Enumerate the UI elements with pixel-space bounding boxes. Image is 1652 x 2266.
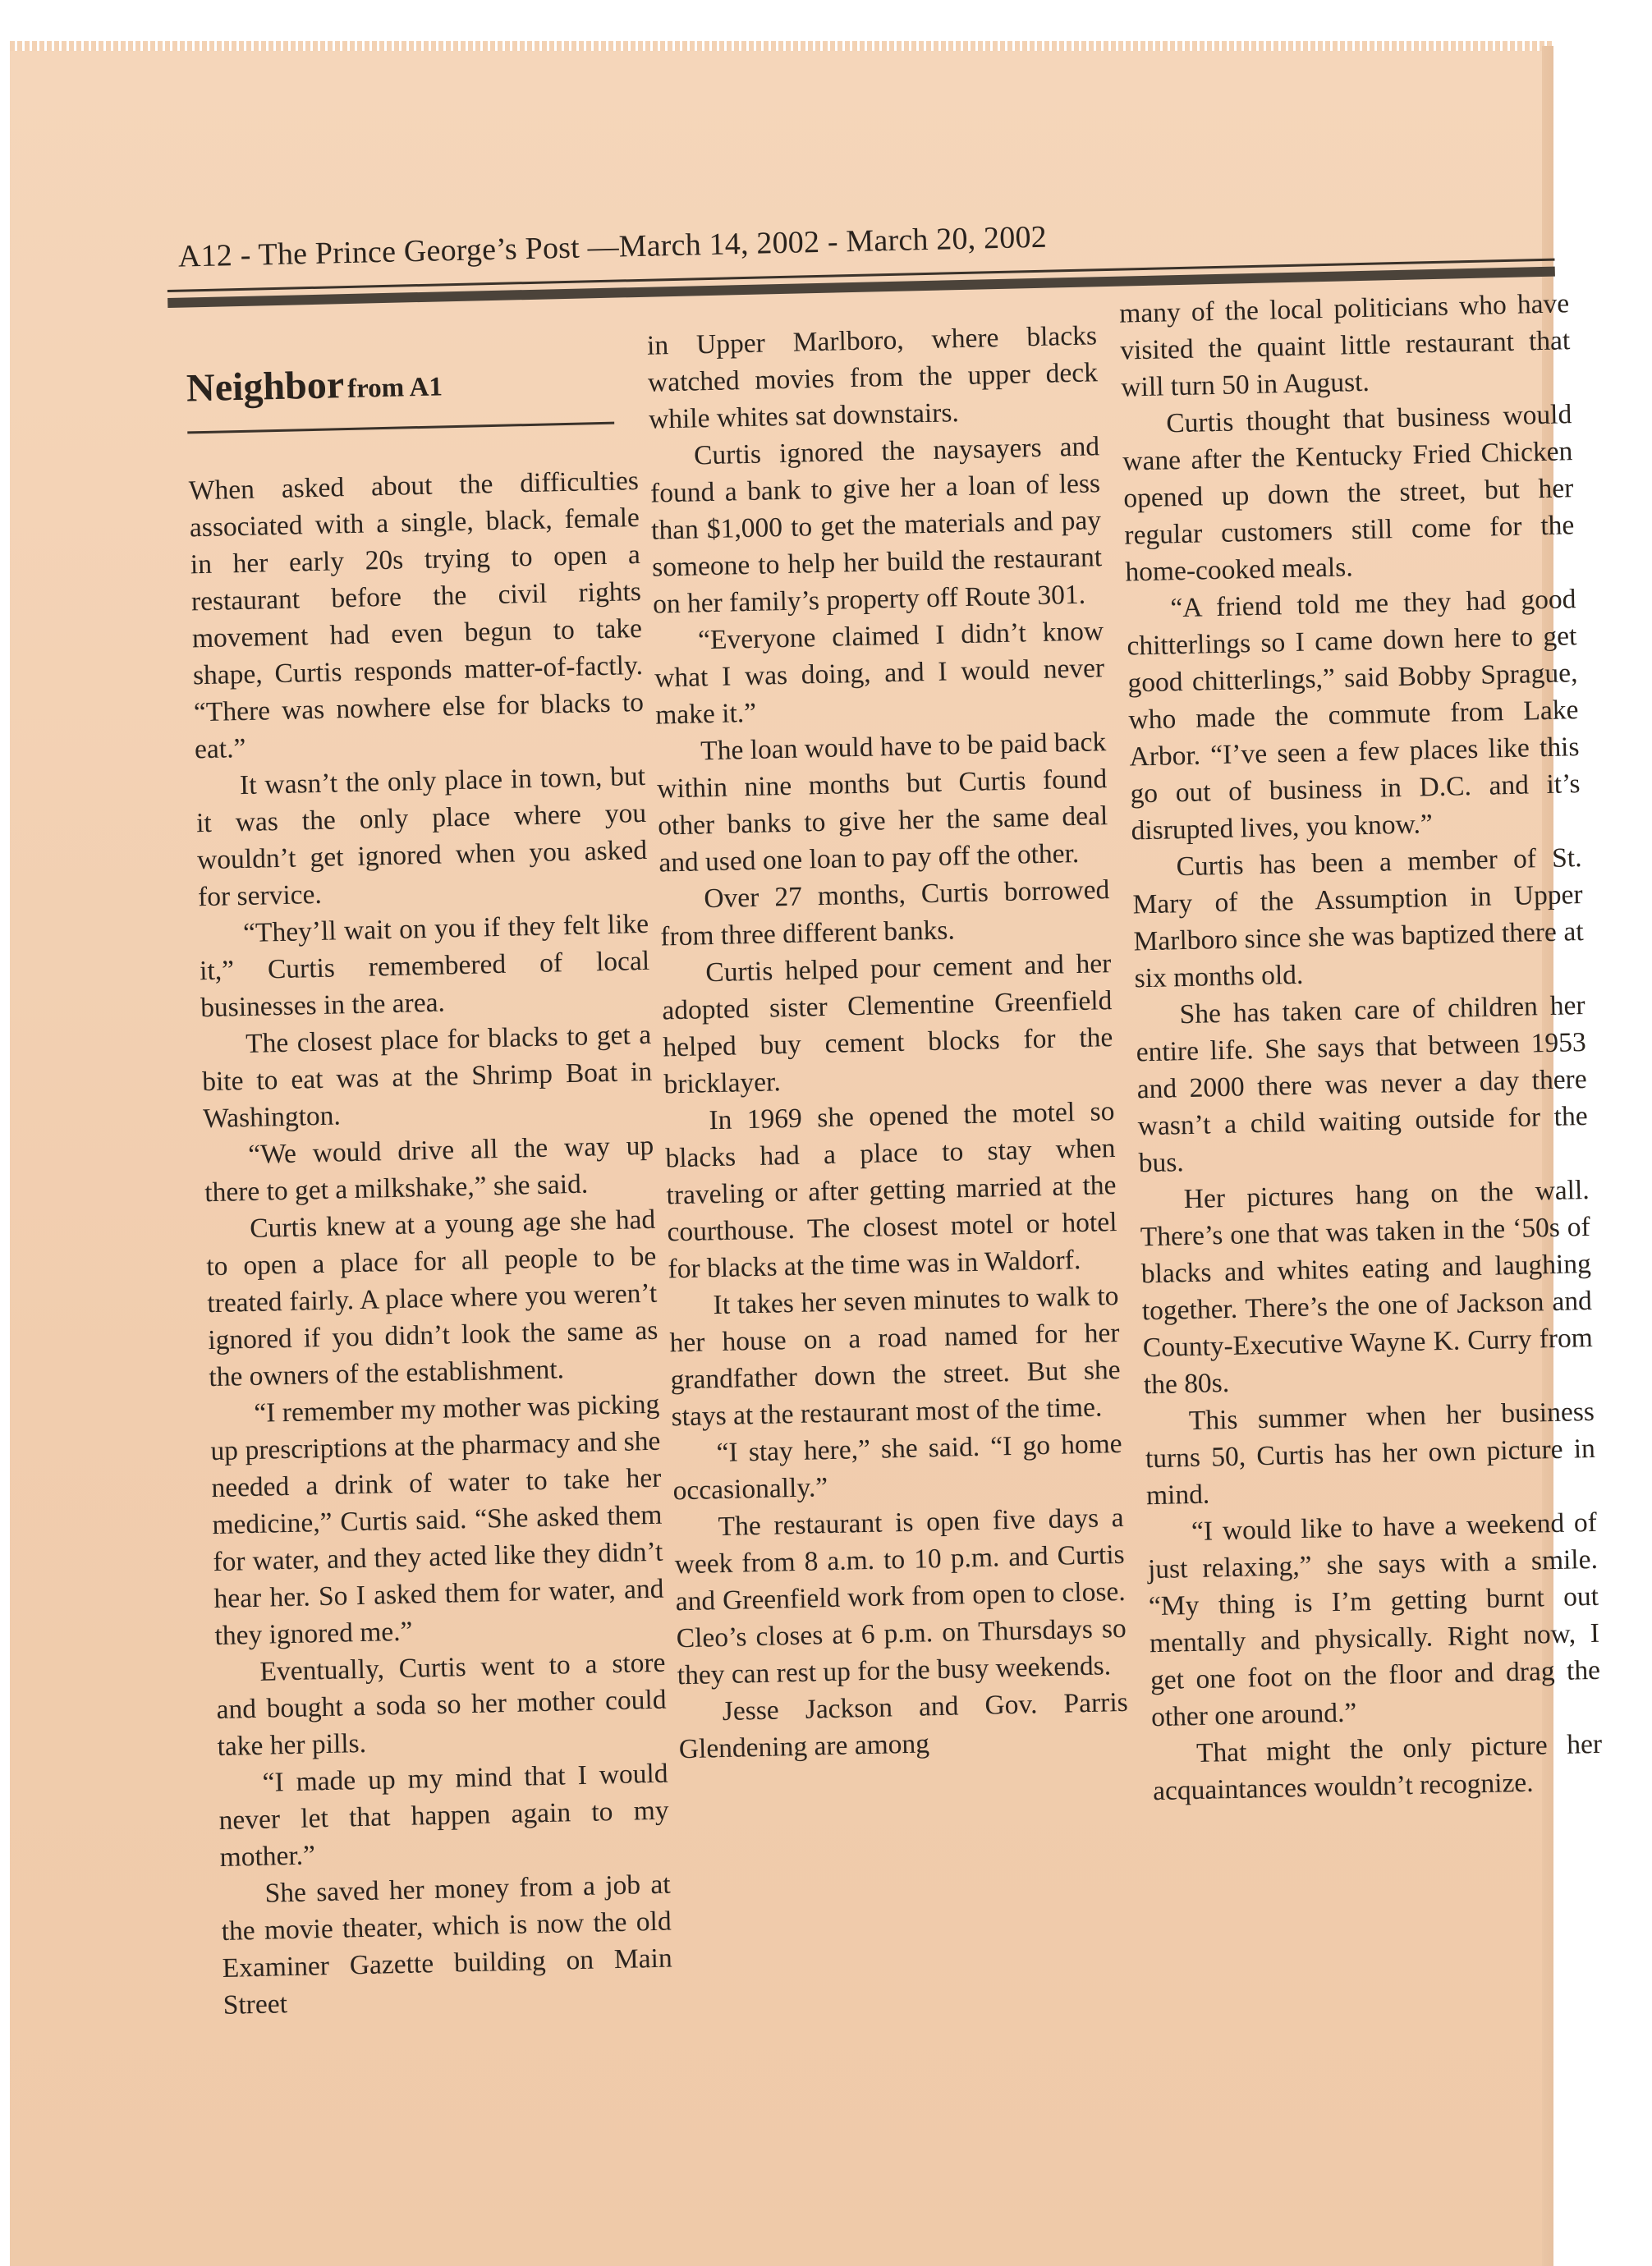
paragraph: The restaurant is open five days a week from 8 a.m. to 10 p.m. and Curtis and Greenfield work from open to close. Cleo’s closes at 6 p.m. on Thursdays so they can rest up for the busy weekends. (674, 1502, 1127, 1691)
headline-title: Neighbor (186, 363, 345, 411)
paragraph: Curtis thought that business would wane after the Kentucky Fried Chicken opened up down the street, but her regular customers still come for the home-cooked meals. (1122, 399, 1575, 588)
paragraph: Curtis knew at a young age she had to open a place for all people to be treated fairly. A place where you weren’t ignored if you didn’t look the same as the owners of the establishment. (205, 1204, 659, 1393)
paragraph: “We would drive all the way up there to get a milkshake,” she said. (204, 1130, 654, 1209)
paragraph: “I would like to have a weekend of just relaxing,” she says with a smile. “My thing is I’m getting burnt out mentally and physically. Right now, I get one foot on the floor and drag the other one around.” (1147, 1507, 1601, 1733)
paragraph: “I remember my mother was picking up prescriptions at the pharmacy and she needed a drink of water to take her medicine,” Curtis said. “She asked them for water, and they acted like they didn’t hear her. So I asked them for water, and they ignored me.” (210, 1388, 664, 1652)
paragraph: “I stay here,” she said. “I go home occasionally.” (672, 1428, 1122, 1507)
column-3 (1119, 285, 1604, 1810)
paragraph: Her pictures hang on the wall. There’s one that was taken in the ‘50s of blacks and whites eating and laughing together. There’s the one of Jackson and County-Executive Wayne K. Curry from the 80s. (1140, 1174, 1594, 1401)
paragraph: “Everyone claimed I didn’t know what I was doing, and I would never make it.” (654, 616, 1105, 731)
paragraph: many of the local politicians who have visited the quaint little restaurant that will turn 50 in August. (1118, 288, 1571, 403)
paragraph: Curtis has been a member of St. Mary of the Assumption in Upper Marlboro since she was baptized there at six months old. (1132, 842, 1584, 994)
headline-jump: from A1 (346, 372, 443, 404)
column-2 (647, 317, 1130, 1768)
paragraph: She saved her money from a job at the movie theater, which is now the old Examiner Gazette building on Main Street (221, 1869, 673, 2021)
paragraph: Curtis ignored the naysayers and found a bank to give her a loan of less than $1,000 to get the materials and pay someone to help her build the restaurant on her family’s property off Route 301. (649, 431, 1103, 620)
paragraph: The closest place for blacks to get a bite to eat was at the Shrimp Boat in Washington. (201, 1019, 653, 1135)
paragraph: It takes her seven minutes to walk to her house on a road named for her grandfather down the street. But she stays at the restaurant most of the time. (669, 1280, 1121, 1433)
paragraph: When asked about the difficulties associated with a single, black, female in her early 20s trying to open a restaurant before the civil rights movement had even begun to take shape, Curtis responds matter-of-factly. “There was nowhere else for blacks to eat.” (188, 465, 645, 765)
paragraph: “They’ll wait on you if they felt like it,” Curtis remembered of local businesses in the area. (199, 908, 650, 1024)
article (166, 288, 1629, 2263)
paragraph: It wasn’t the only place in town, but it was the only place where you wouldn’t get ignored when you asked for service. (195, 760, 648, 913)
paragraph: Curtis helped pour cement and her adopted sister Clementine Greenfield helped buy cement blocks for the bricklayer. (661, 948, 1113, 1100)
paragraph: Over 27 months, Curtis borrowed from three different banks. (659, 874, 1110, 952)
paragraph: In 1969 she opened the motel so blacks had a place to stay when traveling or after getting married at the courthouse. The closest motel or hotel for blacks at the time was in Waldorf. (665, 1096, 1117, 1285)
paragraph: Jesse Jackson and Gov. Parris Glendening are among (678, 1686, 1129, 1765)
torn-top-edge (10, 41, 1553, 51)
paragraph: “A friend told me they had good chitterlings so I came down here to get good chitterlings,” said Bobby Sprague, who made the commute from Lake Arbor. “I’ve seen a few places like this go out of business in D.C. and it’s disrupted lives, you know.” (1127, 584, 1581, 846)
paragraph: The loan would have to be paid back within nine months but Curtis found other banks to give her the same deal and used one loan to pay off the other. (656, 727, 1108, 878)
headline (186, 360, 443, 417)
paragraph: That might the only picture her acquaintances wouldn’t recognize. (1152, 1728, 1603, 1807)
paragraph: “I made up my mind that I would never let that happen again to my mother.” (218, 1758, 669, 1873)
headline-rule (187, 422, 614, 434)
newspaper-clipping (10, 46, 1603, 2266)
column-1 (188, 462, 673, 2024)
paragraph: in Upper Marlboro, where blacks watched movies from the upper deck while whites sat downstairs. (646, 320, 1099, 435)
paragraph: This summer when her business turns 50, Curtis has her own picture in mind. (1145, 1396, 1596, 1511)
paragraph: She has taken care of children her entire life. She says that between 1953 and 2000 there was never a day there wasn’t a child waiting outside for the bus. (1136, 989, 1589, 1179)
folio-line: A12 - The Prince George’s Post —March 14, 2002 - March 20, 2002 (177, 219, 1048, 274)
paragraph: Eventually, Curtis went to a store and bought a soda so her mother could take her pills. (216, 1647, 667, 1763)
